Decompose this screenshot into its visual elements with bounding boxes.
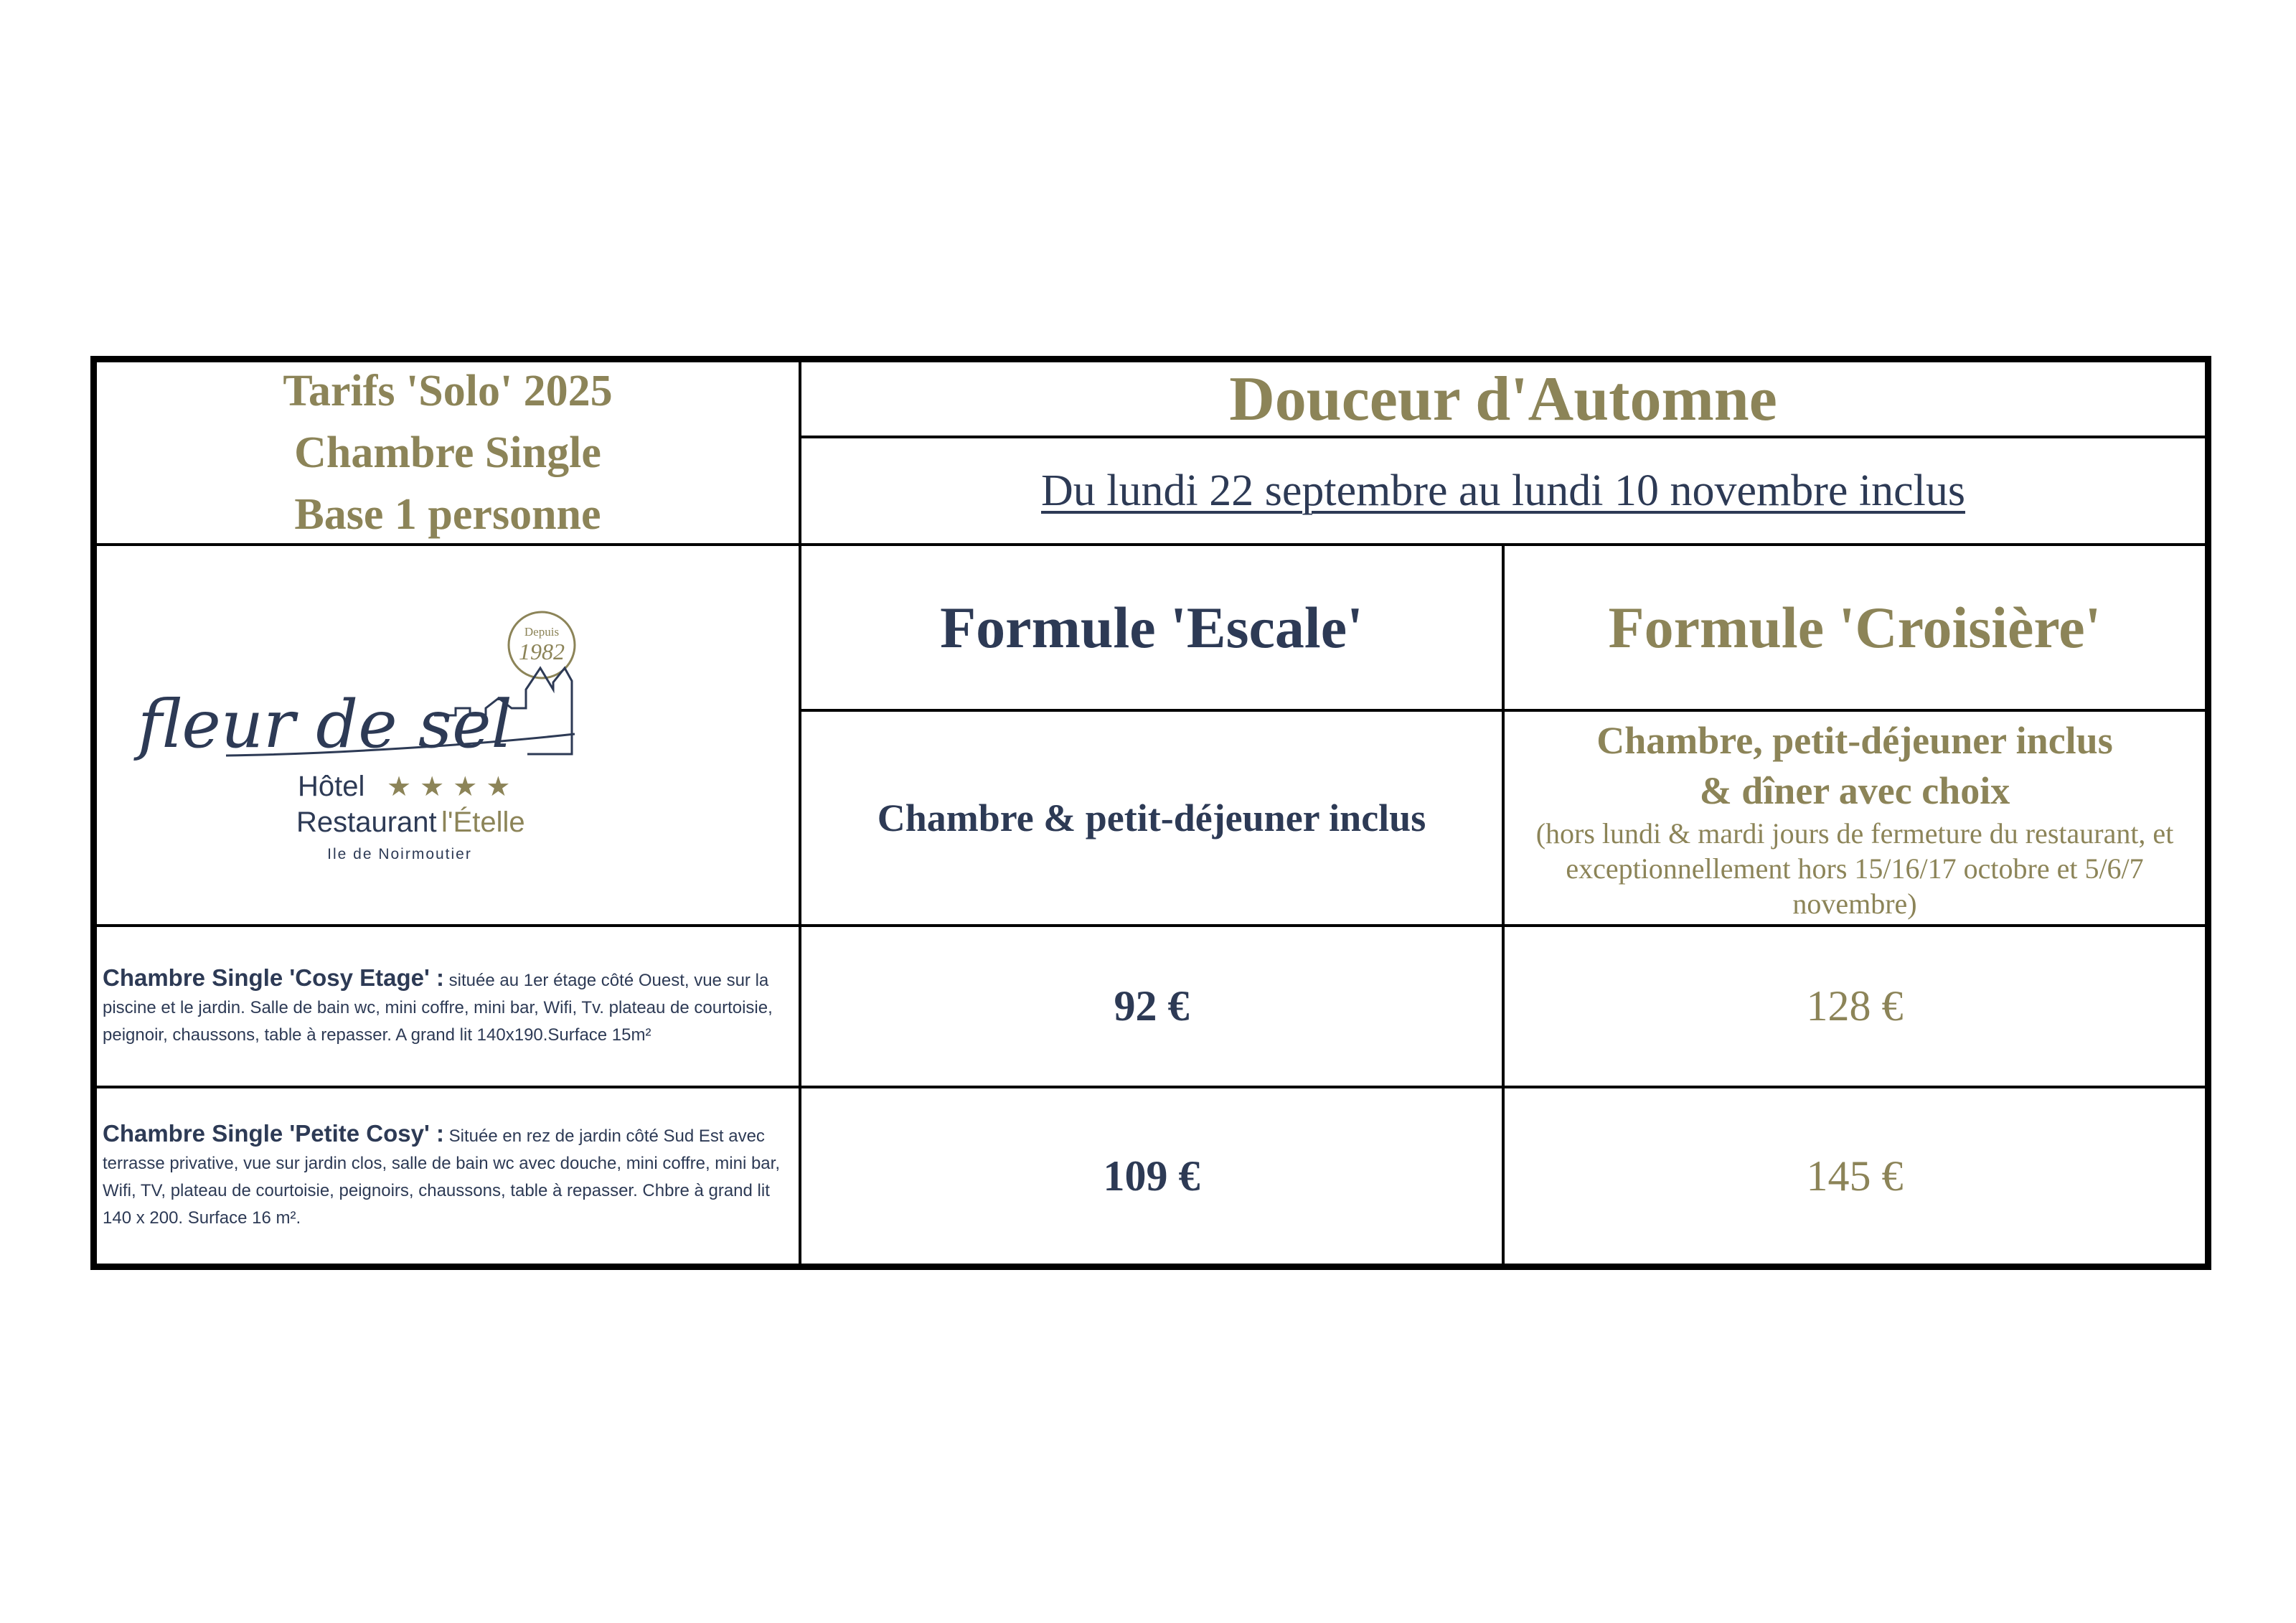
rate-table <box>90 356 2211 1270</box>
title-line-1: Tarifs 'Solo' 2025 <box>283 367 613 415</box>
hotel-stars: ★ ★ ★ ★ <box>387 771 511 802</box>
restaurant-label: Restaurant <box>296 806 437 838</box>
price-petite-cosy-escale-cell <box>801 1088 1502 1264</box>
dates-cell <box>801 438 2205 543</box>
room-petite-cosy-text <box>103 1120 790 1232</box>
season-dates: Du lundi 22 septembre au lundi 10 novembre inclus <box>1041 466 1965 515</box>
room-description: Située en rez de jardin côté Sud Est avec terrasse privative, vue sur jardin clos, salle de bain wc avec douche, mini coffre, mini bar, Wifi, TV, plateau de courtoisie, peignoirs, chaussons, table à repasser. Chbre à grand lit 140 x 200. Surface 16 m². <box>103 1126 780 1228</box>
escale-includes-cell <box>801 712 1502 924</box>
price-cosy-etage-escale-cell <box>801 927 1502 1086</box>
brand-script: fleur de sel <box>138 686 512 763</box>
price-escale: 92 € <box>1114 982 1190 1030</box>
room-cosy-etage-cell <box>97 927 799 1086</box>
room-name: Chambre Single 'Cosy Etage' : <box>103 964 444 991</box>
price-escale: 109 € <box>1103 1152 1200 1200</box>
room-cosy-etage-text <box>103 964 790 1049</box>
hotel-logo <box>97 546 799 924</box>
croisiere-includes-line-1: Chambre, petit-déjeuner inclus <box>1596 718 2113 762</box>
price-petite-cosy-croisiere-cell <box>1505 1088 2205 1264</box>
price-cosy-etage-croisiere-cell <box>1505 927 2205 1086</box>
formula-escale-cell <box>801 546 1502 709</box>
room-name: Chambre Single 'Petite Cosy' : <box>103 1120 444 1147</box>
hotel-label: Hôtel <box>298 771 365 802</box>
room-petite-cosy-cell <box>97 1088 799 1264</box>
location-label: Ile de Noirmoutier <box>327 846 472 862</box>
escale-includes: Chambre & petit-déjeuner inclus <box>877 796 1426 839</box>
croisiere-includes-line-2: & dîner avec choix <box>1699 768 2010 812</box>
room-description: située au 1er étage côté Ouest, vue sur la piscine et le jardin. Salle de bain wc, mini coffre, mini bar, Wifi, Tv. plateau de courtoisie, peignoir, chaussons, table à repasser. A grand lit 140x190.Surface 15m² <box>103 970 773 1045</box>
season-title: Douceur d'Automne <box>1229 364 1777 434</box>
formula-escale-title: Formule 'Escale' <box>940 594 1363 660</box>
badge-since-text: Depuis <box>524 625 560 639</box>
badge-year-text: 1982 <box>519 639 565 664</box>
price-croisiere: 128 € <box>1806 982 1904 1030</box>
restaurant-name: l'Ételle <box>441 806 525 838</box>
logo-cell <box>97 546 799 924</box>
croisiere-note: (hors lundi & mardi jours de fermeture du restaurant, et exceptionnellement hors 15/16/17 octobre et 5/6/7 novembre) <box>1535 817 2174 920</box>
title-line-3: Base 1 personne <box>294 490 601 539</box>
formula-croisiere-cell <box>1505 546 2205 709</box>
season-cell <box>801 362 2205 436</box>
title-cell <box>97 362 799 543</box>
croisiere-includes-cell <box>1505 712 2205 924</box>
price-croisiere: 145 € <box>1806 1152 1904 1200</box>
title-line-2: Chambre Single <box>294 428 601 477</box>
formula-croisiere-title: Formule 'Croisière' <box>1608 594 2102 660</box>
